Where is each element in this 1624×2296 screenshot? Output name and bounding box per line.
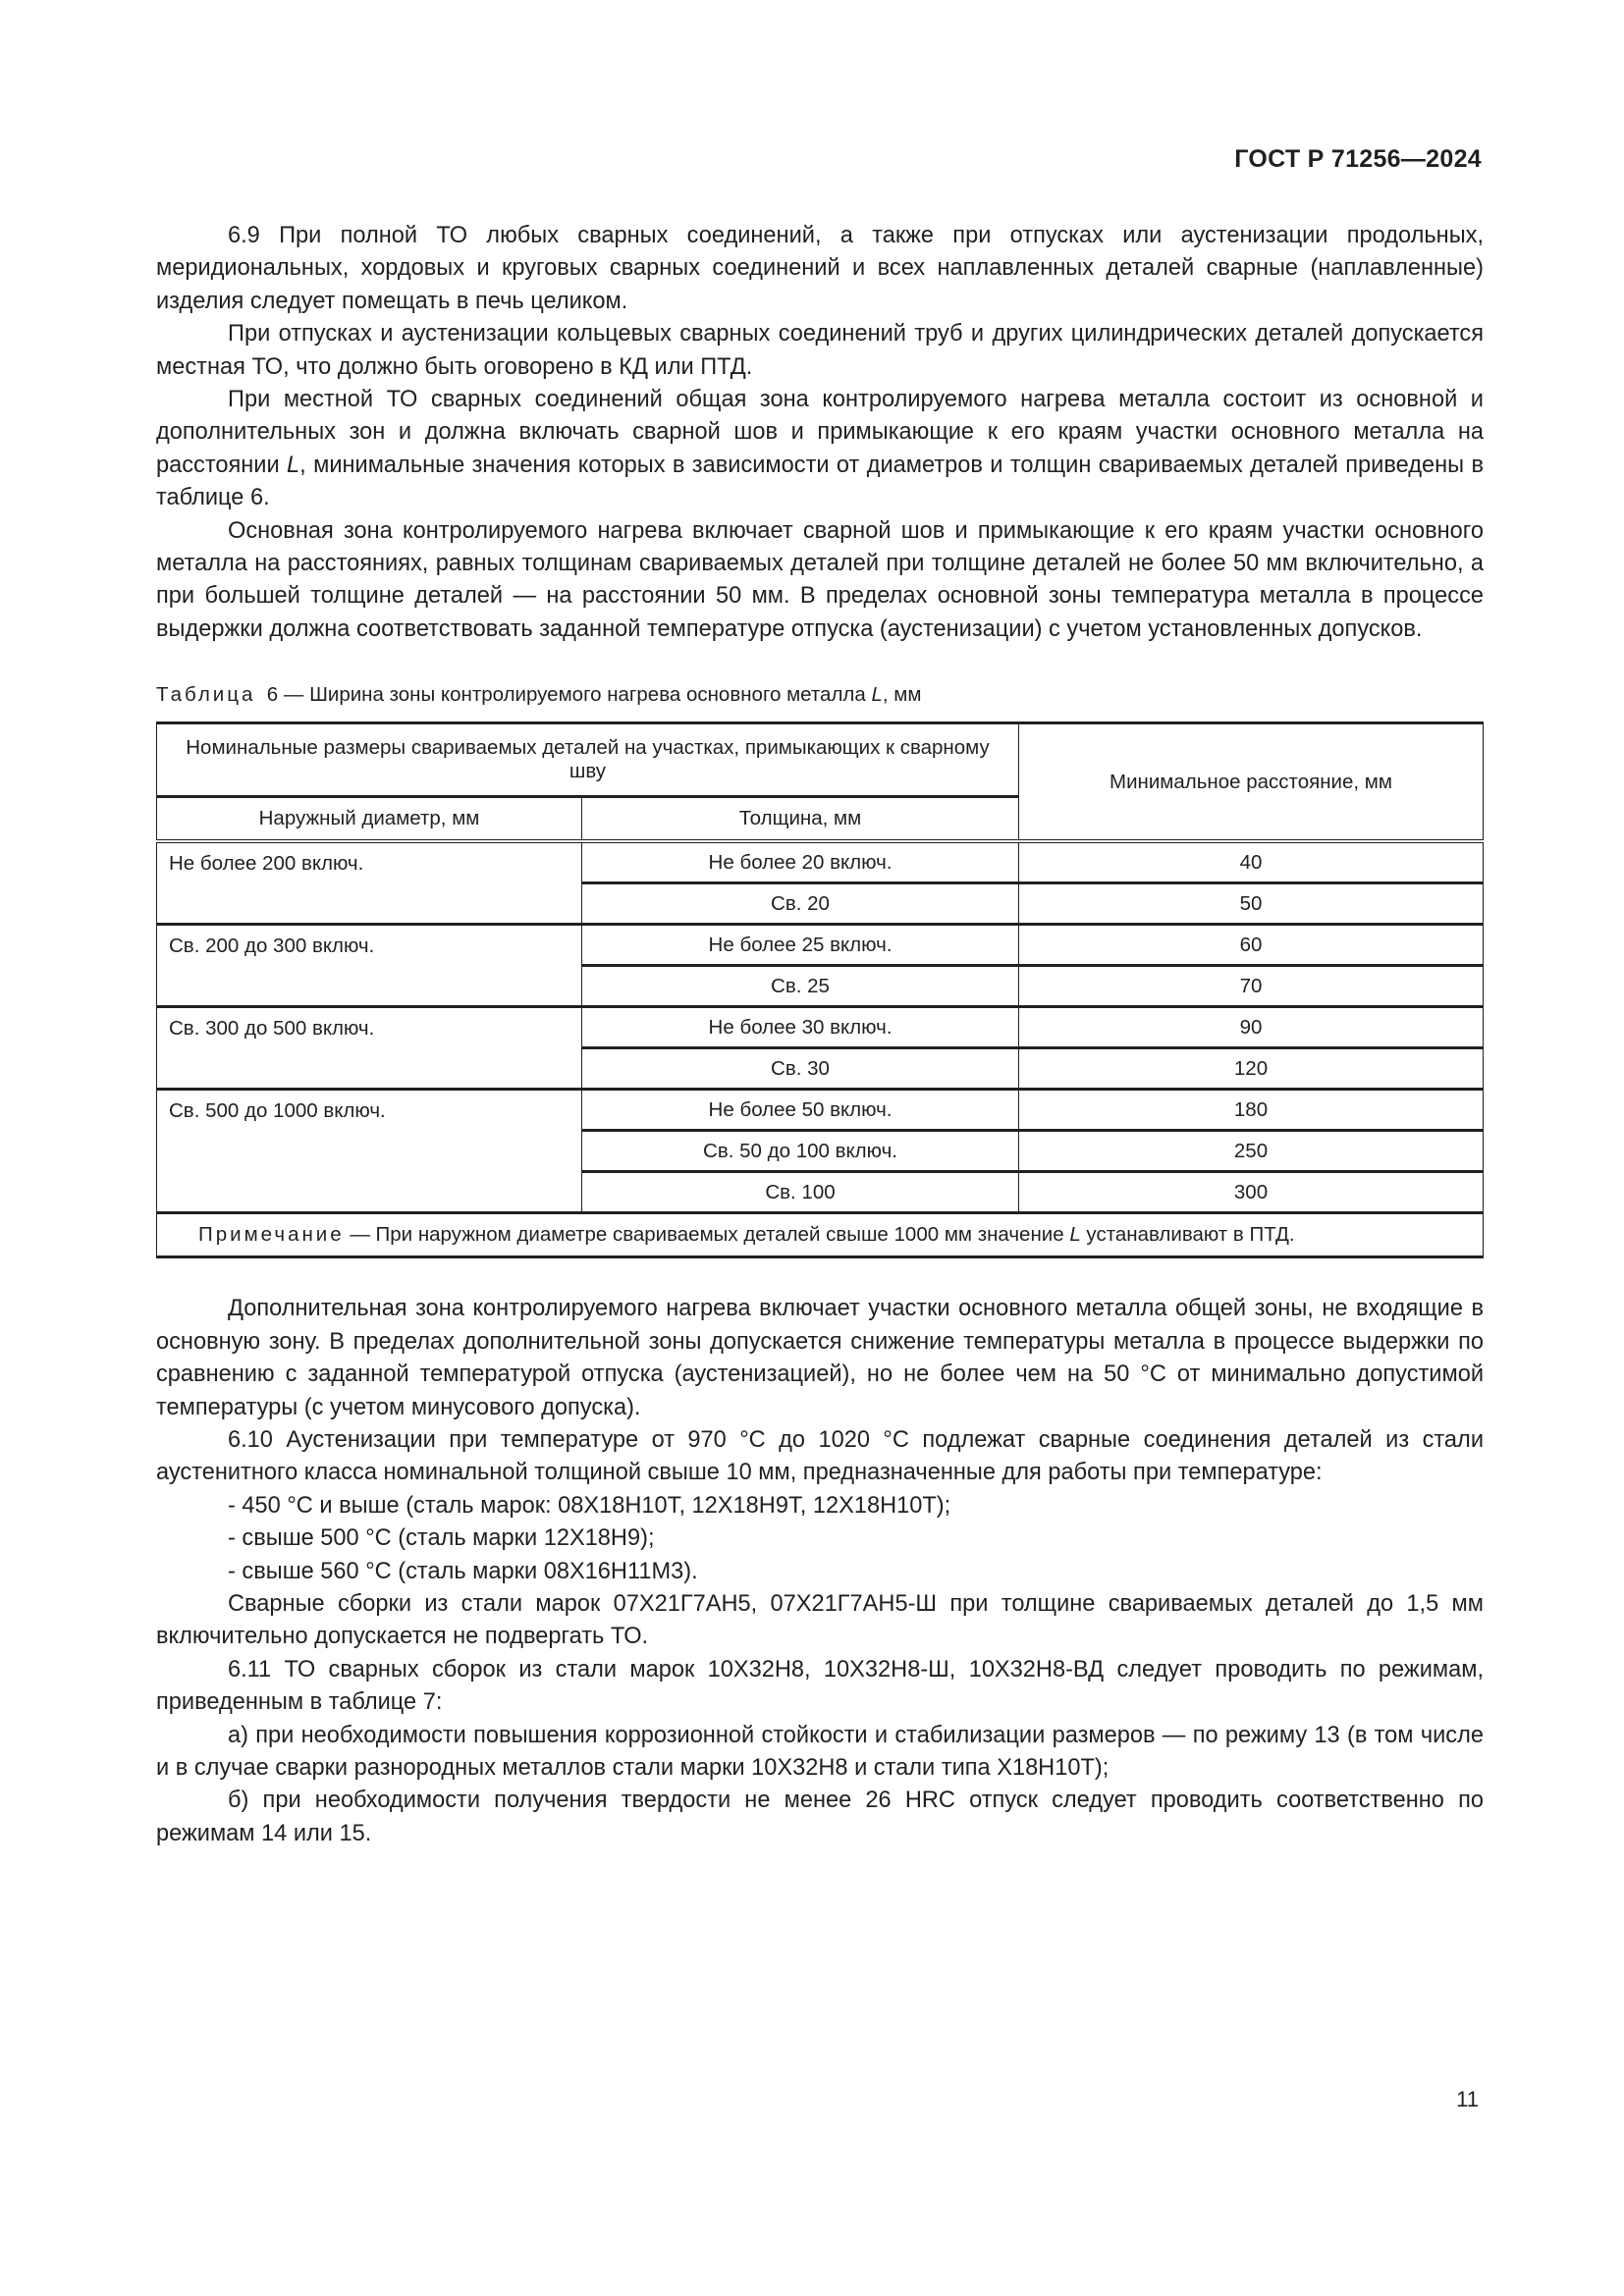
table-row (157, 925, 1484, 966)
cell-min-distance: 60 (1019, 925, 1484, 966)
cell-thickness: Не более 20 включ. (582, 841, 1019, 883)
cell-min-distance: 180 (1019, 1090, 1484, 1131)
paragraph-welded-assemblies: Сварные сборки из стали марок 07Х21Г7АН5, 07Х21Г7АН5-Ш при толщине свариваемых деталей до 1,5 мм включительно допускается не подвергать ТО. (156, 1590, 1484, 1650)
cell-min-distance: 120 (1019, 1048, 1484, 1090)
paragraph-general-heating-zone (156, 384, 1484, 515)
list-item-500: - свыше 500 °С (сталь марки 12Х18Н9); (228, 1525, 655, 1552)
heating-zone-width-table (156, 721, 1484, 1258)
cell-thickness: Св. 50 до 100 включ. (582, 1131, 1019, 1172)
list-item-450: - 450 °С и выше (сталь марок: 08Х18Н10Т, 12Х18Н9Т, 12Х18Н10Т); (228, 1492, 951, 1519)
cell-min-distance: 70 (1019, 966, 1484, 1007)
paragraph-6-10: 6.10 Аустенизации при температуре от 970 °С до 1020 °С подлежат сварные соединения деталей из стали аустенитного класса номинальной толщиной свыше 10 мм, предназначенные для работы при температуре: (156, 1426, 1484, 1486)
cell-thickness: Не более 25 включ. (582, 925, 1019, 966)
paragraph-6-9: 6.9 При полной ТО любых сварных соединений, а также при отпусках или аустенизации продольных, меридиональных, хордовых и круговых сварных соединений и всех наплавленных деталей сварные (наплавленные) изделия следует помещать в печь целиком. (156, 223, 1484, 314)
note-text-post: устанавливают в ПТД. (1080, 1223, 1295, 1247)
cell-thickness: Св. 25 (582, 966, 1019, 1007)
note-variable: L (1069, 1223, 1081, 1247)
cell-min-distance: 50 (1019, 883, 1484, 925)
page-number: 11 (1456, 2087, 1479, 2111)
paragraph-main-heating-zone: Основная зона контролируемого нагрева включает сварной шов и примыкающие к его краям участки основного металла на расстояниях, равных толщинам свариваемых деталей при толщине деталей не более 50 мм включительно, а при большей толщине деталей — на расстоянии 50 мм. В пределах основной зоны температура металла в процессе выдержки должна соответствовать заданной температуре отпуска (аустенизации) с учетом установленных допусков. (156, 517, 1484, 642)
table-note (157, 1213, 1484, 1257)
cell-diameter: Не более 200 включ. (157, 841, 582, 925)
header-nominal-sizes: Номинальные размеры свариваемых деталей на участках, примыкающих к сварному шву (157, 723, 1019, 797)
note-label: Примечание (198, 1223, 345, 1247)
cell-thickness: Св. 20 (582, 883, 1019, 925)
table-caption (156, 680, 1484, 710)
note-text-pre: — При наружном диаметре свариваемых деталей свыше 1000 мм значение (344, 1223, 1070, 1247)
page-content (156, 220, 1484, 1850)
cell-min-distance: 40 (1019, 841, 1484, 883)
document-id-header: ГОСТ Р 71256—2024 (1234, 145, 1482, 173)
list-item-560: - свыше 560 °С (сталь марки 08Х16Н11М3). (228, 1558, 698, 1584)
cell-diameter: Св. 300 до 500 включ. (157, 1007, 582, 1090)
table-caption-label: Таблица (156, 683, 256, 707)
table-note-row (157, 1213, 1484, 1257)
table-caption-unit: , мм (882, 683, 922, 707)
variable-l: L (287, 452, 300, 478)
table-caption-variable: L (871, 683, 883, 707)
header-min-distance: Минимальное расстояние, мм (1019, 723, 1484, 842)
cell-min-distance: 250 (1019, 1131, 1484, 1172)
cell-thickness: Не более 50 включ. (582, 1090, 1019, 1131)
paragraph-local-heat-treatment: При отпусках и аустенизации кольцевых сварных соединений труб и других цилиндрических деталей допускается местная ТО, что должно быть оговорено в КД или ПТД. (156, 321, 1484, 380)
cell-diameter: Св. 500 до 1000 включ. (157, 1090, 582, 1213)
table-row (157, 1007, 1484, 1048)
paragraph-6-11: 6.11 ТО сварных сборок из стали марок 10Х32Н8, 10Х32Н8-Ш, 10Х32Н8-ВД следует проводить по режимам, приведенным в таблице 7: (156, 1656, 1484, 1716)
header-outer-diameter: Наружный диаметр, мм (157, 797, 582, 842)
cell-diameter: Св. 200 до 300 включ. (157, 925, 582, 1007)
table-header-row (157, 723, 1484, 797)
cell-min-distance: 90 (1019, 1007, 1484, 1048)
cell-thickness: Св. 30 (582, 1048, 1019, 1090)
cell-thickness: Не более 30 включ. (582, 1007, 1019, 1048)
cell-min-distance: 300 (1019, 1172, 1484, 1213)
paragraph-item-a: а) при необходимости повышения коррозионной стойкости и стабилизации размеров — по режиму 13 (в том числе и в случае сварки разнородных металлов стали марки 10Х32Н8 и стали типа Х18Н10Т); (156, 1722, 1484, 1781)
cell-thickness: Св. 100 (582, 1172, 1019, 1213)
paragraph-text-pre: При местной ТО сварных соединений общая зона контролируемого нагрева металла состоит из основной и дополнительных зон и должна включать сварной шов и примыкающие к его краям участки основного металла на расстоянии (156, 387, 1484, 478)
paragraph-additional-zone: Дополнительная зона контролируемого нагрева включает участки основного металла общей зоны, не входящие в основную зону. В пределах дополнительной зоны допускается снижение температуры металла в процессе выдержки по сравнению с заданной температурой отпуска (аустенизацией), но не более чем на 50 °С от минимально допустимой температуры (с учетом минусового допуска). (156, 1296, 1484, 1420)
table-row (157, 1090, 1484, 1131)
paragraph-item-b: б) при необходимости получения твердости не менее 26 HRC отпуск следует проводить соответственно по режимам 14 или 15. (156, 1788, 1484, 1846)
table-row (157, 841, 1484, 883)
table-caption-text: 6 — Ширина зоны контролируемого нагрева основного металла (266, 683, 872, 707)
header-thickness: Толщина, мм (582, 797, 1019, 842)
paragraph-text-post: , минимальные значения которых в зависимости от диаметров и толщин свариваемых деталей приведены в таблице 6. (156, 452, 1484, 511)
text-after-table (156, 1293, 1484, 1850)
